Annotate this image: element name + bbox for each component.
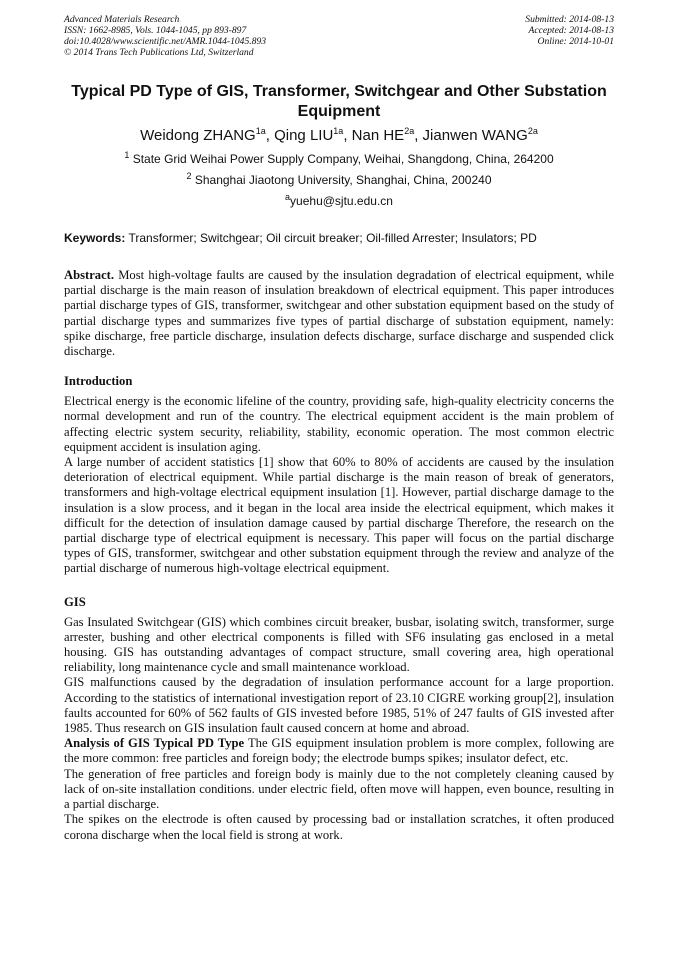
gis-section bbox=[64, 615, 614, 843]
abstract-label: Abstract. bbox=[64, 268, 115, 282]
journal-name: Advanced Materials Research bbox=[64, 14, 180, 25]
gis-paragraph-2: GIS malfunctions caused by the degradation of insulation performance account for a large proportion. According to the statistics of international investigation report of 23.10 CIGRE working group[2], insulation faults accounted for 60% of 562 faults of GIS invested before 1985, 51% of 247 faults of GIS invested after 1985. Thus research on GIS insulation fault caused concern at home and abroad. bbox=[64, 675, 614, 736]
online-date: Online: 2014-10-01 bbox=[537, 36, 614, 47]
publication-info bbox=[64, 14, 266, 58]
paper-title: Typical PD Type of GIS, Transformer, Switchgear and Other Substation Equipment bbox=[71, 83, 607, 120]
accepted-date: Accepted: 2014-08-13 bbox=[528, 25, 614, 36]
abstract bbox=[64, 268, 614, 359]
introduction-heading: Introduction bbox=[64, 374, 133, 389]
gis-paragraph-1: Gas Insulated Switchgear (GIS) which combines circuit breaker, busbar, isolating switch, transformer, surge arrester, bushing and other electrical components is filled with SF6 insulating gas enclosed in a metal housing. GIS has outstanding advantages of compact structure, small covering area, high operational reliability, long maintenance cycle and small maintenance workload. bbox=[64, 614, 614, 675]
publication-header bbox=[64, 14, 614, 60]
keywords-label: Keywords: bbox=[64, 231, 126, 245]
doi-line: doi:10.4028/www.scientific.net/AMR.1044-1045.893 bbox=[64, 36, 267, 47]
abstract-text: Most high-voltage faults are caused by the insulation degradation of electrical equipment, while partial discharge is the main reason of insulation breakdown of electrical equipment. This paper introduces partial discharge types of GIS, transformer, switchgear and other substation equipment based on the study of partial discharge types and summarizes five types of partial discharge of substation equipment, namely: spike discharge, free particle discharge, insulation defects discharge, surface discharge and suspended click discharge. bbox=[64, 268, 614, 359]
email-line: $^a$yuehu@sjtu.edu.cn bbox=[285, 192, 393, 208]
copyright-line: © 2014 Trans Tech Publications Ltd, Switzerland bbox=[64, 47, 254, 58]
paper-page bbox=[64, 14, 614, 843]
email-link[interactable]: yuehu@sjtu.edu.cn bbox=[290, 194, 393, 208]
keywords-text: Transformer; Switchgear; Oil circuit breaker; Oil-filled Arrester; Insulators; PD bbox=[125, 231, 537, 245]
affiliation-1: $^1$ State Grid Weihai Power Supply Company, Weihai, Shangdong, China, 264200 bbox=[124, 150, 554, 166]
publication-dates bbox=[525, 14, 614, 47]
gis-analysis-paragraph bbox=[64, 736, 614, 766]
gis-paragraph-3: The generation of free particles and foreign body is mainly due to the not completely cleaning caused by lack of on-site installation conditions. under electric field, often move will happen, even bounce, resulting in a partial discharge. bbox=[64, 766, 614, 812]
gis-heading: GIS bbox=[64, 594, 86, 609]
submitted-date: Submitted: 2014-08-13 bbox=[525, 14, 614, 25]
author-3: Nan $HE^{2a}$, bbox=[351, 126, 423, 144]
issn-line: ISSN: 1662-8985, Vols. 1044-1045, pp 893-897 bbox=[64, 25, 247, 36]
author-2: Qing $LIU^{1a}$, bbox=[274, 126, 352, 144]
author-list bbox=[64, 126, 614, 146]
affiliation-2: $^2$ Shanghai Jiaotong University, Shanghai, China, 200240 bbox=[186, 171, 492, 187]
introduction-section bbox=[64, 394, 614, 576]
gis-paragraph-4: The spikes on the electrode is often caused by processing bad or installation scratches, it often produced corona discharge when the local field is strong at work. bbox=[64, 812, 614, 842]
gis-analysis-text: The GIS equipment insulation problem is more complex, following are the more common: free particles and foreign body; the electrode bumps spikes; insulator defect, etc. bbox=[64, 736, 614, 766]
introduction-paragraph-1: Electrical energy is the economic lifeline of the country, providing safe, high-quality electricity concerns the normal development and run of the country. The electrical equipment accident is the main problem of affecting electric system security, reliability, stability, economic operation. The most common electric equipment accident is insulation aging. bbox=[64, 394, 614, 454]
author-4: Jianwen $WANG^{2a}$ bbox=[422, 126, 538, 144]
author-1: Weidong $ZHANG^{1a}$, bbox=[140, 126, 275, 144]
gis-analysis-label: Analysis of GIS Typical PD Type bbox=[64, 736, 245, 751]
keywords bbox=[64, 231, 614, 246]
introduction-paragraph-2: A large number of accident statistics [1] show that 60% to 80% of accidents are caused by the insulation deterioration of electrical equipment. While partial discharge is the main reason of break of generators, transformers and high-voltage electrical equipment insulation [1]. However, partial discharge damage to the insulation is a slow process, and it began in the local area inside the electrical equipment, which makes it difficult for the detection of insulation damage caused by partial discharge Therefore, the research on the partial discharge type of electrical equipment is necessary. This paper will focus on the partial discharge types of GIS, transformer, switchgear and other substation equipment through the review and analyze of the partial discharge of numerous high-voltage electrical equipment. bbox=[64, 455, 614, 576]
